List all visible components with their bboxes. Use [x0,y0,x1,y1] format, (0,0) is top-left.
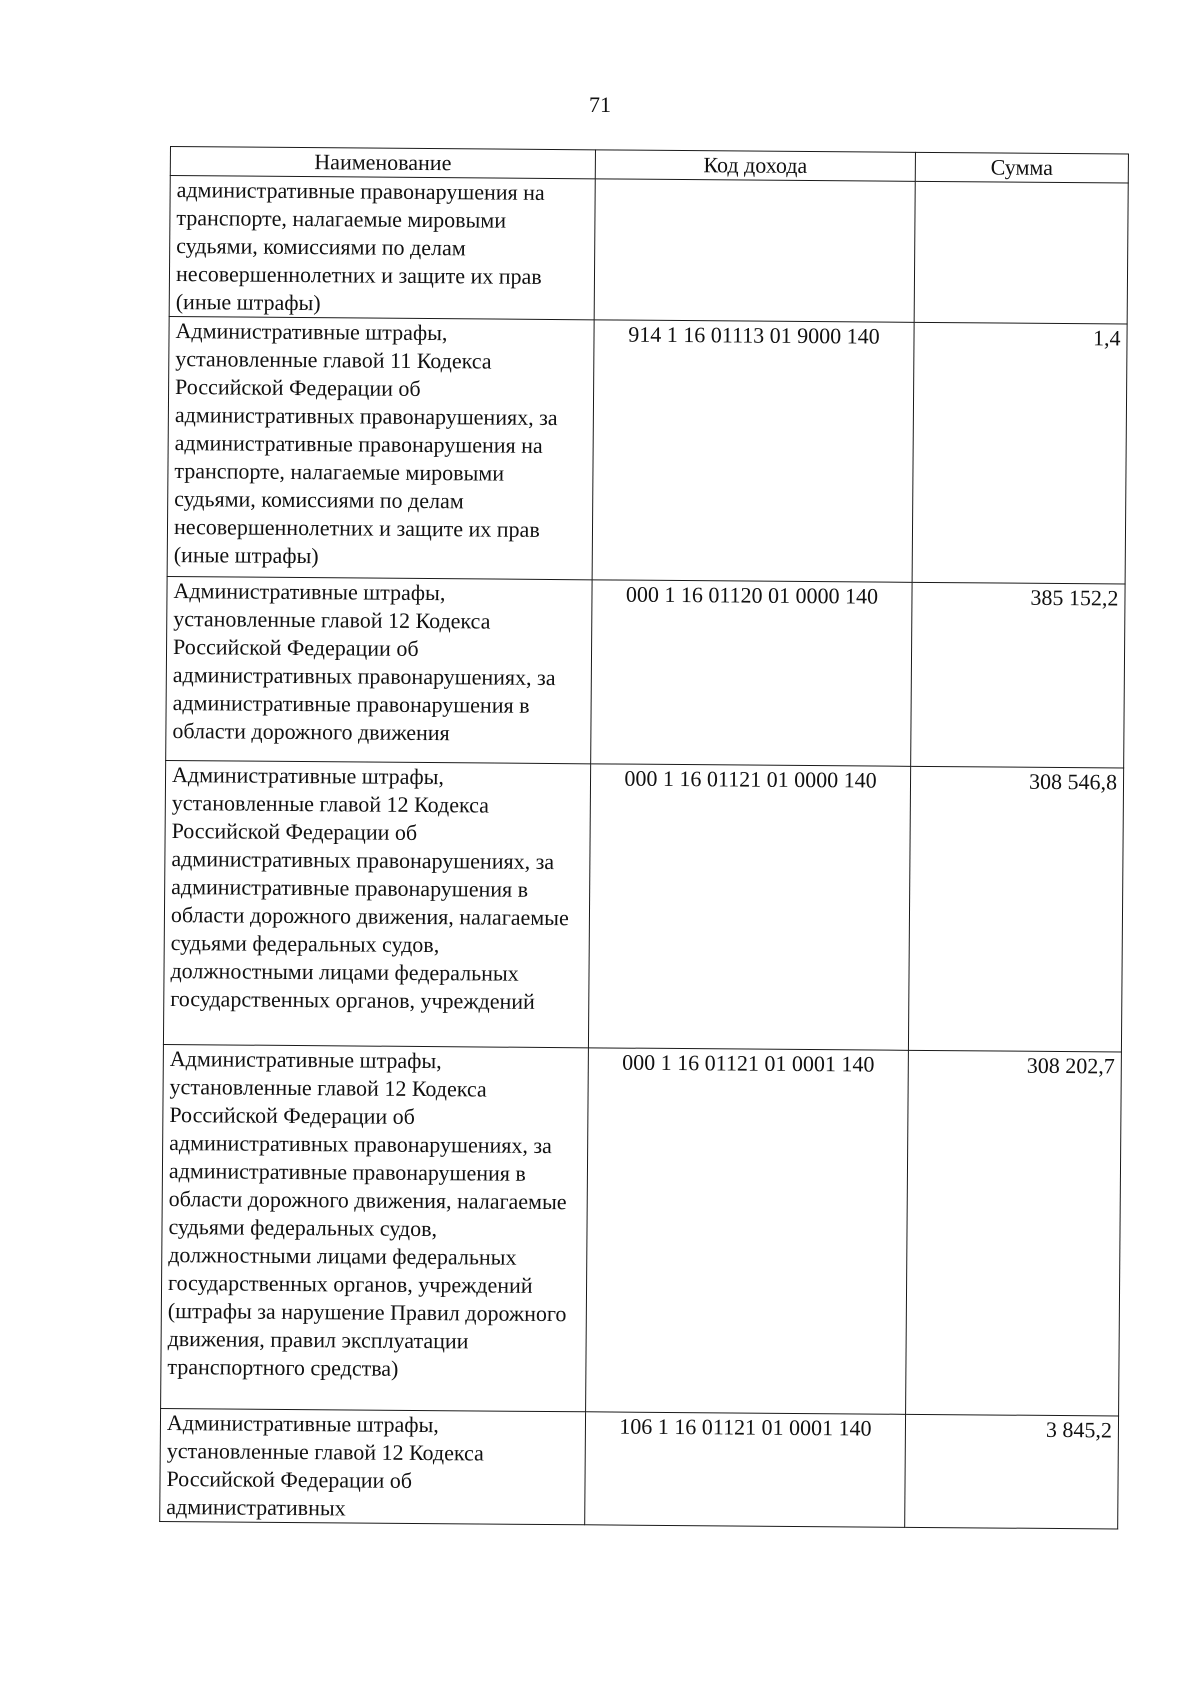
row-sum-cell: 385 152,2 [911,582,1125,768]
row-code-cell: 106 1 16 01121 01 0001 140 [585,1412,906,1528]
row-name-cell: Административные штрафы, установленные главой 12 Кодекса Российской Федерации об административных правонарушениях, за административные правонарушения в области дорожного движения, налагаемые судьями федеральных судов, должностными лицами федеральных государственных органов, учреждений [163,760,590,1047]
row-code-cell: 000 1 16 01120 01 0000 140 [591,580,912,767]
row-name-cell: Административные штрафы, установленные главой 11 Кодекса Российской Федерации об административных правонарушениях, за административные правонарушения на транспорте, налагаемые мировыми судьями, комиссиями по делам несовершеннолетних и защите их прав (иные штрафы) [167,316,594,579]
row-code-cell: 914 1 16 01113 01 9000 140 [592,320,914,583]
row-sum-cell: 308 546,8 [908,766,1123,1052]
revenue-table [159,146,1129,1529]
row-code-cell [594,179,915,323]
row-code-cell: 000 1 16 01121 01 0001 140 [586,1048,909,1415]
row-name-cell: административные правонарушения на транспорте, налагаемые мировыми судьями, комиссиями по делам несовершеннолетних и защите их прав (иные штрафы) [169,176,595,320]
table-row [166,576,1125,768]
row-sum-cell: 1,4 [912,322,1127,584]
table-row [161,1044,1122,1416]
page-number: 71 [589,92,611,117]
row-sum-cell: 308 202,7 [906,1050,1122,1416]
header-name: Наименование [170,147,595,179]
row-sum-cell [914,181,1128,324]
table-row [169,176,1128,325]
table-row [167,316,1127,584]
row-code-cell: 000 1 16 01121 01 0000 140 [588,764,910,1051]
header-code: Код дохода [595,150,915,182]
row-name-cell: Административные штрафы, установленные главой 12 Кодекса Российской Федерации об административных правонарушениях, за административные правонарушения в области дорожного движения, налагаемые судьями федеральных судов, должностными лицами федеральных государственных органов, учреждений (штрафы за нарушение Правил дорожного движения, правил эксплуатации транспортного средства) [161,1044,589,1411]
row-name-cell: Административные штрафы, установленные главой 12 Кодекса Российской Федерации об административных [160,1408,586,1524]
header-sum: Сумма [915,152,1128,183]
table-row [163,760,1123,1052]
row-name-cell: Административные штрафы, установленные главой 12 Кодекса Российской Федерации об административных правонарушениях, за административные правонарушения в области дорожного движения [166,576,592,763]
row-sum-cell: 3 845,2 [905,1414,1119,1529]
table-row [160,1408,1119,1529]
